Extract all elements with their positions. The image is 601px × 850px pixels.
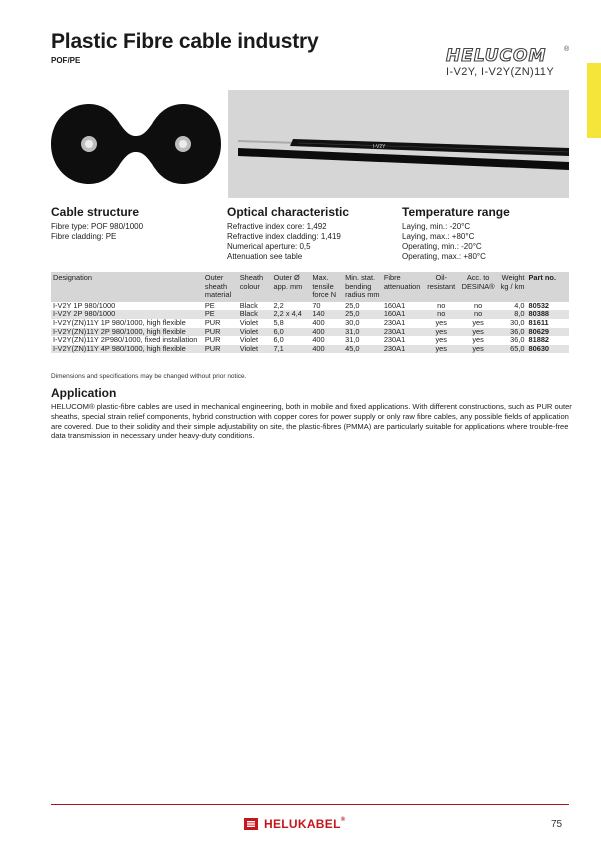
disclaimer-note: Dimensions and specifications may be changed without prior notice. xyxy=(51,373,247,380)
table-cell: 8,0 xyxy=(497,310,527,319)
table-header-row xyxy=(51,272,569,302)
cable-cross-section-image xyxy=(51,90,221,198)
spec-table xyxy=(51,272,569,353)
table-cell: Black xyxy=(238,302,272,311)
column-header: Acc. to DESINA® xyxy=(460,272,497,302)
table-cell: yes xyxy=(423,336,460,345)
page-number: 75 xyxy=(551,819,563,830)
helukabel-logo-text xyxy=(264,817,345,831)
table-cell: 31,0 xyxy=(343,336,382,345)
helucom-reg-mark: ® xyxy=(564,46,570,53)
table-cell: 400 xyxy=(310,319,343,328)
table-cell: 81882 xyxy=(526,336,569,345)
table-cell: 31,0 xyxy=(343,328,382,337)
table-cell: 160A1 xyxy=(382,310,423,319)
table-cell: Violet xyxy=(238,319,272,328)
table-cell: yes xyxy=(423,328,460,337)
table-cell: yes xyxy=(460,328,497,337)
footer-divider xyxy=(51,804,569,805)
table-cell: I-V2Y(ZN)11Y 2P 980/1000, high flexible xyxy=(51,328,203,337)
table-cell: 400 xyxy=(310,328,343,337)
table-cell: 36,0 xyxy=(497,336,527,345)
table-cell: 25,0 xyxy=(343,310,382,319)
table-cell: 230A1 xyxy=(382,336,423,345)
table-cell: 80630 xyxy=(526,345,569,354)
table-cell: PE xyxy=(203,310,238,319)
table-cell: I-V2Y(ZN)11Y 1P 980/1000, high flexible xyxy=(51,319,203,328)
temperature-line: Laying, min.: -20°C xyxy=(402,222,471,231)
table-cell: I-V2Y 2P 980/1000 xyxy=(51,310,203,319)
helukabel-brand: HELUKABEL xyxy=(264,817,341,831)
column-header: Outer Ø app. mm xyxy=(272,272,311,302)
table-cell: no xyxy=(460,310,497,319)
table-cell: PUR xyxy=(203,345,238,354)
optical-line: Refractive index cladding: 1,419 xyxy=(227,232,341,241)
cable-structure-section xyxy=(51,205,143,242)
optical-title: Optical characteristic xyxy=(227,205,350,219)
column-header: Sheath colour xyxy=(238,272,272,302)
helukabel-logo xyxy=(244,817,384,831)
column-header: Min. stat. bending radius mm xyxy=(343,272,382,302)
table-cell: PUR xyxy=(203,336,238,345)
helucom-logo-text: HELUCOM xyxy=(446,46,547,66)
table-cell: Violet xyxy=(238,328,272,337)
cable-side-drawing xyxy=(228,90,569,198)
table-cell: Black xyxy=(238,310,272,319)
table-cell: 80629 xyxy=(526,328,569,337)
table-cell: 140 xyxy=(310,310,343,319)
table-cell: yes xyxy=(460,345,497,354)
table-cell: I-V2Y(ZN)11Y 2P980/1000, fixed installation xyxy=(51,336,203,345)
column-header: Fibre attenuation xyxy=(382,272,423,302)
table-cell: I-V2Y 1P 980/1000 xyxy=(51,302,203,311)
temperature-line: Laying, max.: +80°C xyxy=(402,232,475,241)
temperature-line: Operating, max.: +80°C xyxy=(402,252,486,261)
helukabel-reg-mark: ® xyxy=(340,817,346,823)
page-title: Plastic Fibre cable industry xyxy=(51,30,319,53)
table-cell: 400 xyxy=(310,336,343,345)
table-cell: 230A1 xyxy=(382,328,423,337)
column-header: Part no. xyxy=(526,272,569,302)
table-cell: I-V2Y(ZN)11Y 4P 980/1000, high flexible xyxy=(51,345,203,354)
table-cell: 400 xyxy=(310,345,343,354)
helukabel-logo-icon xyxy=(244,818,258,830)
optical-line: Numerical aperture: 0,5 xyxy=(227,242,311,251)
table-cell: 36,0 xyxy=(497,328,527,337)
cable-structure-title: Cable structure xyxy=(51,205,140,219)
yellow-section-tab xyxy=(587,63,601,138)
helucom-logo xyxy=(446,46,572,66)
cable-print-label: I-V2Y xyxy=(373,144,386,150)
table-cell: 2,2 x 4,4 xyxy=(272,310,311,319)
application-text: HELUCOM® plastic-fibre cables are used in mechanical engineering, both in mobile and fixed applications. With different constructions, such as PUR outer sheaths, special strain relief components, hybrid construction with copper cores for power supply or only raw fibre cables, any possible fields of application are covered. Due to their solidity and their simple adjustability on site, the plastic-fibres (PMMA) are particularly suitable for applications where trouble-free data transmission in necessary under heavy-duty conditions. xyxy=(51,402,572,441)
optical-line: Refractive index core: 1,492 xyxy=(227,222,327,231)
table-row xyxy=(51,345,569,354)
table-row xyxy=(51,302,569,311)
table-cell: 230A1 xyxy=(382,345,423,354)
table-cell: 80532 xyxy=(526,302,569,311)
table-cell: 30,0 xyxy=(497,319,527,328)
table-cell: 160A1 xyxy=(382,302,423,311)
table-cell: 65,0 xyxy=(497,345,527,354)
page-subtitle: POF/PE xyxy=(51,56,81,65)
table-cell: 25,0 xyxy=(343,302,382,311)
temperature-title: Temperature range xyxy=(402,205,510,219)
table-cell: yes xyxy=(460,336,497,345)
structure-line: Fibre type: POF 980/1000 xyxy=(51,222,144,231)
table-cell: 80388 xyxy=(526,310,569,319)
table-cell: Violet xyxy=(238,336,272,345)
column-header: Designation xyxy=(51,272,203,302)
table-cell: 230A1 xyxy=(382,319,423,328)
table-cell: PUR xyxy=(203,319,238,328)
table-cell: PE xyxy=(203,302,238,311)
table-cell: no xyxy=(460,302,497,311)
table-cell: no xyxy=(423,302,460,311)
table-cell: Violet xyxy=(238,345,272,354)
cable-side-image xyxy=(228,90,569,198)
column-header: Weight kg / km xyxy=(497,272,527,302)
application-title: Application xyxy=(51,386,117,400)
column-header: Oil-resistant xyxy=(423,272,460,302)
table-cell: 81611 xyxy=(526,319,569,328)
optical-line: Attenuation see table xyxy=(227,252,303,261)
temperature-line: Operating, min.: -20°C xyxy=(402,242,482,251)
table-cell: 6,0 xyxy=(272,328,311,337)
column-header: Outer sheath material xyxy=(203,272,238,302)
table-cell: yes xyxy=(423,319,460,328)
table-cell: 6,0 xyxy=(272,336,311,345)
table-cell: 4,0 xyxy=(497,302,527,311)
table-cell: 30,0 xyxy=(343,319,382,328)
table-cell: yes xyxy=(460,319,497,328)
structure-line: Fibre cladding: PE xyxy=(51,232,117,241)
column-header: Max. tensile force N xyxy=(310,272,343,302)
table-cell: 2,2 xyxy=(272,302,311,311)
cable-types: I-V2Y, I-V2Y(ZN)11Y xyxy=(446,66,555,78)
table-cell: no xyxy=(423,310,460,319)
table-cell: PUR xyxy=(203,328,238,337)
table-cell: 7,1 xyxy=(272,345,311,354)
table-cell: yes xyxy=(423,345,460,354)
temperature-section xyxy=(402,205,510,262)
table-cell: 5,8 xyxy=(272,319,311,328)
optical-section xyxy=(227,205,349,262)
table-cell: 70 xyxy=(310,302,343,311)
table-cell: 45,0 xyxy=(343,345,382,354)
